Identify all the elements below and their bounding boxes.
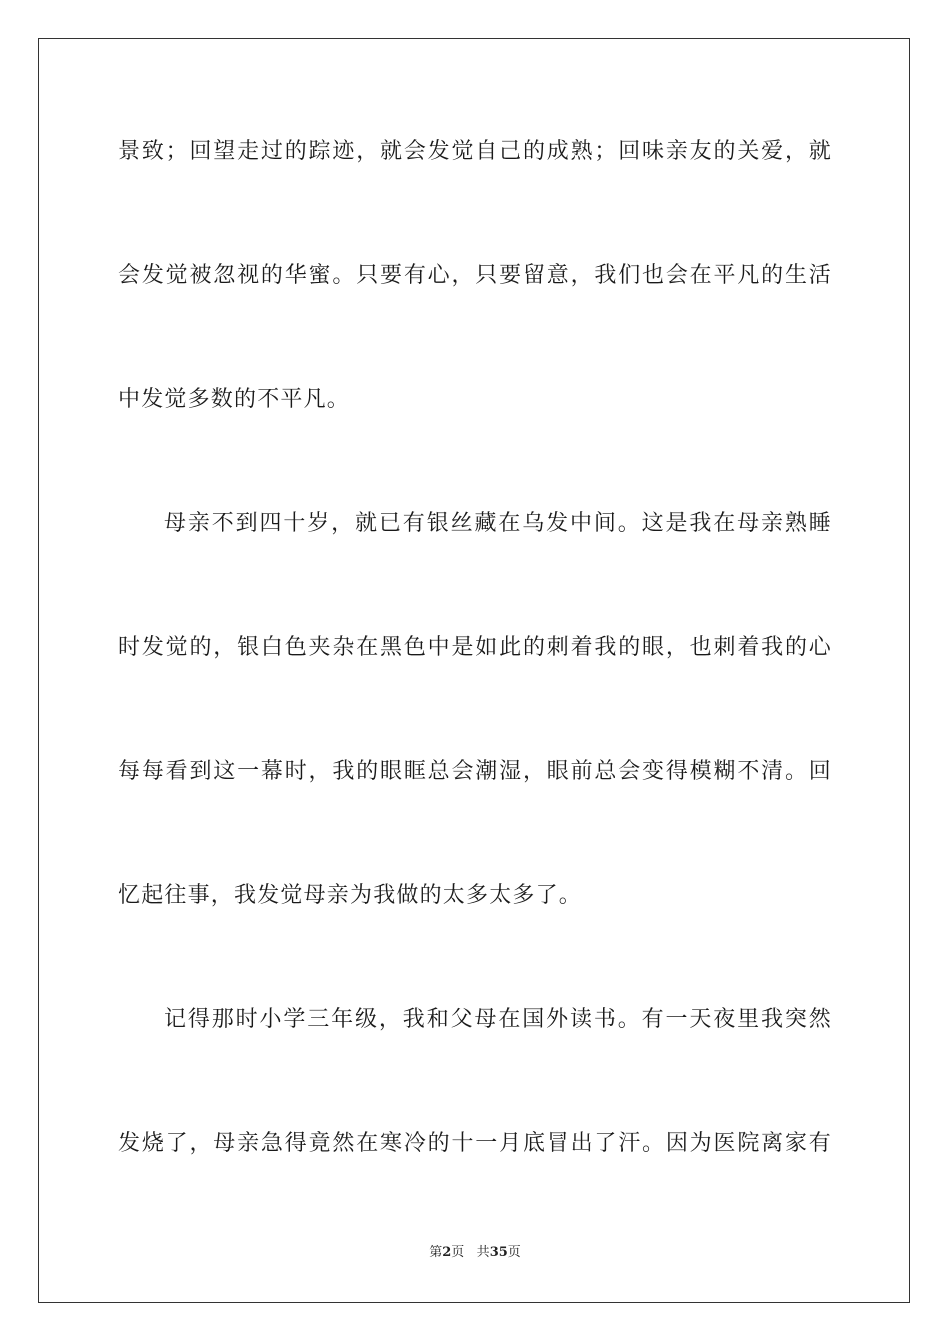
page-border bbox=[38, 38, 910, 1303]
text-line-8: 记得那时小学三年级，我和父母在国外读书。有一天夜里我突然 bbox=[164, 1007, 832, 1032]
total-suffix: 页 bbox=[507, 1245, 521, 1260]
text-line-1: 景致；回望走过的踪迹，就会发觉自己的成熟；回味亲友的关爱，就 bbox=[118, 139, 832, 164]
page-prefix: 第 bbox=[429, 1245, 443, 1260]
text-line-6: 每每看到这一幕时，我的眼眶总会潮湿，眼前总会变得模糊不清。回 bbox=[118, 759, 832, 784]
text-line-4: 母亲不到四十岁，就已有银丝藏在乌发中间。这是我在母亲熟睡 bbox=[164, 511, 832, 536]
text-line-2: 会发觉被忽视的华蜜。只要有心，只要留意，我们也会在平凡的生活 bbox=[118, 263, 832, 288]
total-prefix: 共 bbox=[476, 1245, 490, 1260]
text-line-3: 中发觉多数的不平凡。 bbox=[118, 387, 351, 412]
text-line-5: 时发觉的，银白色夹杂在黑色中是如此的刺着我的眼，也刺着我的心 bbox=[118, 635, 832, 660]
text-line-9: 发烧了，母亲急得竟然在寒冷的十一月底冒出了汗。因为医院离家有 bbox=[118, 1131, 832, 1156]
text-line-7: 忆起往事，我发觉母亲为我做的太多太多了。 bbox=[118, 883, 583, 908]
page-footer bbox=[0, 1244, 950, 1262]
page-number: 2 bbox=[442, 1245, 452, 1260]
page-suffix: 页 bbox=[451, 1245, 465, 1260]
total-pages: 35 bbox=[489, 1245, 508, 1260]
